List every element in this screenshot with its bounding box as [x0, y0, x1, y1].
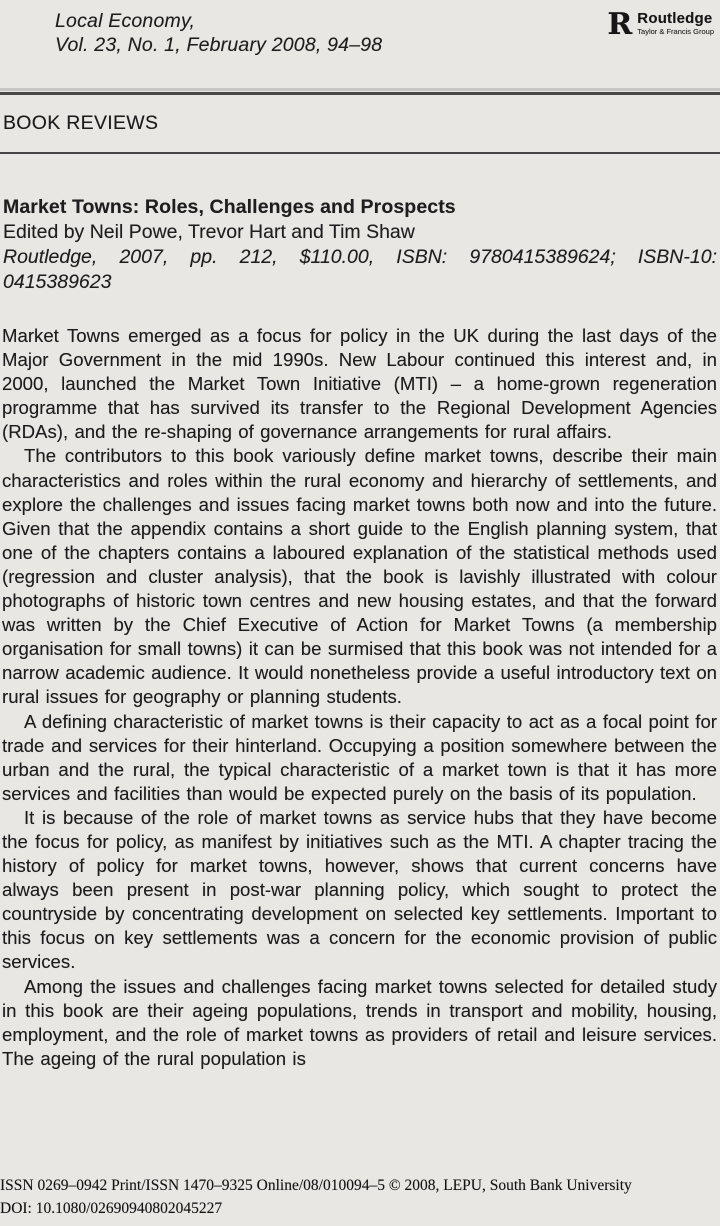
publisher-group: Taylor & Francis Group — [637, 27, 714, 36]
review-editors: Edited by Neil Powe, Trevor Hart and Tim Shaw — [3, 221, 415, 243]
footer-doi: DOI: 10.1080/02690940802045227 — [0, 1199, 223, 1217]
review-bibliography-line2: 0415389623 — [3, 271, 112, 293]
review-paragraph-5: Among the issues and challenges facing market towns selected for detailed study in this book are their ageing populations, trends in transport and mobility, housing, employment, and the role of market towns as providers of retail and leisure services. The ageing of the rural population is — [2, 975, 717, 1069]
review-bibliography-line1: Routledge, 2007, pp. 212, $110.00, ISBN: 9780415389624; ISBN-10: — [3, 246, 717, 268]
routledge-r-icon: R — [607, 7, 633, 42]
footer-issn: ISSN 0269–0942 Print/ISSN 1470–9325 Online/08/010094–5 © 2008, LEPU, South Bank University — [0, 1177, 632, 1194]
journal-title: Local Economy, — [55, 10, 196, 32]
page-footer — [0, 1175, 720, 1220]
review-paragraph-2: The contributors to this book variously define market towns, describe their main characteristics and roles within the rural economy and hierarchy of settlements, and explore the challenges and issues facing market towns both now and into the future. Given that the appendix contains a short guide to the English planning system, that one of the chapters contains a laboured explanation of the statistical methods used (regression and cluster analysis), that the book is lavishly illustrated with colour photographs of historic town centres and new housing estates, and that the forward was written by the Chief Executive of Action for Market Towns (a membership organisation for small towns) it can be surmised that this book was not intended for a narrow academic audience. It would nonetheless provide a useful introductory text on rural issues for geography or planning students. — [2, 445, 718, 708]
book-reviews-heading: BOOK REVIEWS — [3, 111, 159, 134]
review-paragraph-4: It is because of the role of market towns as service hubs that they have become the focus for policy, as manifest by initiatives such as the MTI. A chapter tracing the history of policy for market towns, however, shows that current concerns have always been present in post-war planning policy, which sought to protect the countryside by concentrating development on selected key settlements. Important to this focus on key settlements was a concern for the economic provision of public services. — [2, 806, 717, 973]
publisher-name: Routledge — [637, 10, 713, 27]
section-rule-bottom — [0, 152, 720, 155]
review-paragraph-1: Market Towns emerged as a focus for policy in the UK during the last days of the Major Government in the mid 1990s. New Labour continued this interest and, in 2000, launched the Market Town Initiative (MTI) – a home-grown regeneration programme that has survived its transfer to the Regional Development Agencies (RDAs), and the re-shaping of governance arrangements for rural affairs. — [2, 325, 717, 443]
review-paragraph-3: A defining characteristic of market towns is their capacity to act as a focal point for trade and services for their hinterland. Occupying a position somewhere between the urban and the rural, the typical characteristic of a market town is that it has more services and facilities than would be expected purely on the basis of its population. — [2, 710, 717, 804]
routledge-logo — [607, 7, 714, 42]
page-header — [0, 0, 720, 92]
journal-issue-info: Vol. 23, No. 1, February 2008, 94–98 — [55, 34, 383, 56]
review-title: Market Towns: Roles, Challenges and Prospects — [3, 196, 456, 218]
review-body — [0, 324, 720, 1071]
review-heading-block — [0, 195, 720, 295]
routledge-logo-text — [637, 10, 714, 36]
journal-meta — [55, 9, 382, 57]
